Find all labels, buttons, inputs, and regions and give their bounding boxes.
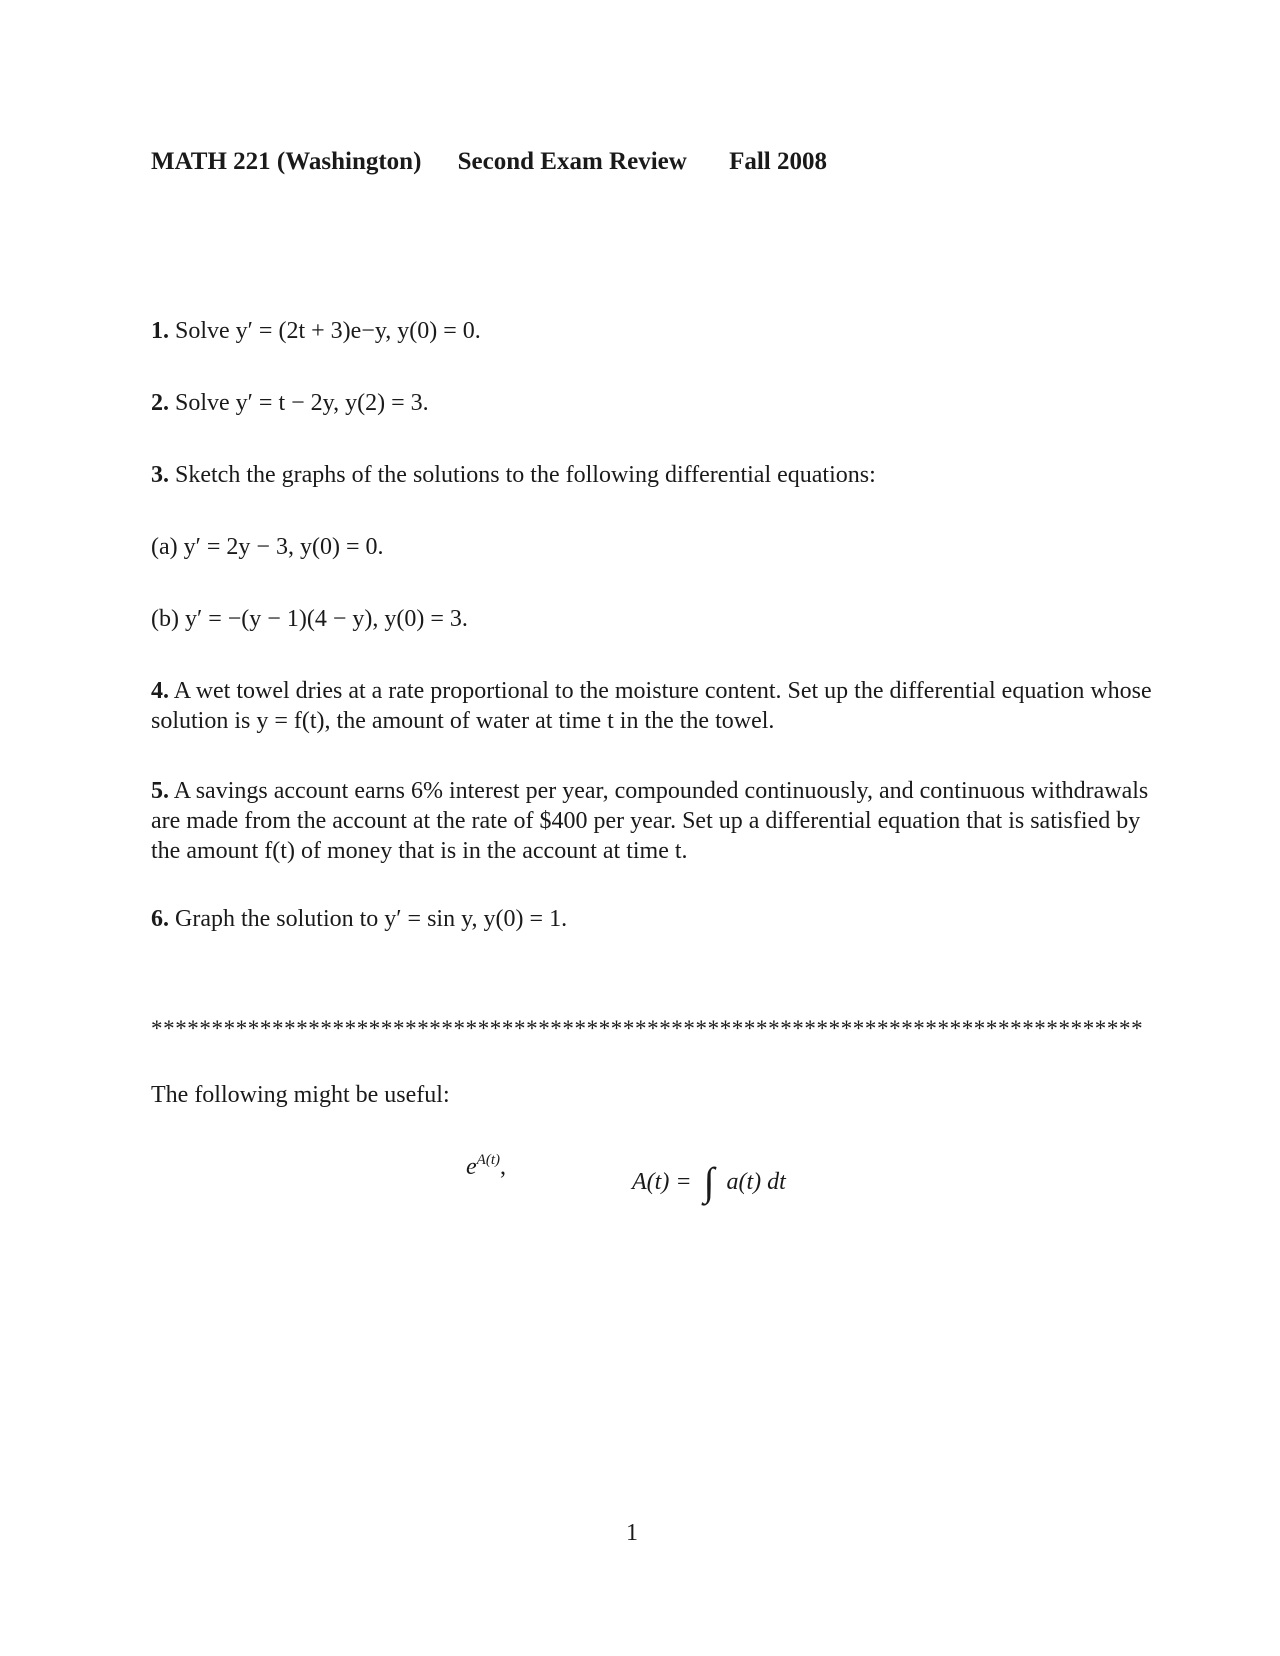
integral-formula [632, 1152, 786, 1204]
term: Fall 2008 [729, 148, 827, 175]
problem-5 [151, 776, 1161, 866]
integral-sign: ∫ [703, 1159, 715, 1204]
exp-suffix: , [499, 1154, 506, 1180]
problem-text: y′ = 2y − 3, y(0) = 0. [183, 534, 384, 560]
problem-4 [151, 676, 1161, 736]
problem-text: Graph the solution to y′ = sin y, y(0) = 1. [175, 906, 568, 932]
subpart-label: (a) [151, 534, 178, 560]
page-number: 1 [626, 1520, 638, 1546]
problem-1 [151, 316, 1161, 346]
integral-lhs: A(t) = [632, 1169, 692, 1195]
problem-number: 4. [151, 678, 169, 704]
problem-number: 3. [151, 462, 169, 488]
problem-number: 1. [151, 318, 169, 344]
exp-power: A(t) [476, 1152, 500, 1168]
problem-3b [151, 604, 1161, 634]
useful-label: The following might be useful: [151, 1082, 450, 1108]
problem-3a [151, 532, 1161, 562]
course-name: MATH 221 (Washington) [151, 148, 422, 175]
problem-2 [151, 388, 1161, 418]
problem-3 [151, 460, 1161, 490]
asterisk-separator: ********************************************************************************** [151, 1016, 1144, 1041]
problem-text: Sketch the graphs of the solutions to the following differential equations: [175, 462, 876, 488]
problem-text: y′ = −(y − 1)(4 − y), y(0) = 3. [184, 606, 468, 632]
problem-number: 2. [151, 390, 169, 416]
exp-base: e [466, 1154, 477, 1180]
problem-text: Solve y′ = t − 2y, y(2) = 3. [175, 390, 429, 416]
problem-6 [151, 904, 1161, 934]
page-header [151, 148, 827, 176]
problem-number: 6. [151, 906, 169, 932]
subpart-label: (b) [151, 606, 179, 632]
formula-block [0, 1138, 1280, 1204]
problem-text: A wet towel dries at a rate proportional to the moisture content. Set up the differential equation whose solution is y = f(t), the amount of water at time t in the the towel. [151, 678, 1152, 734]
problem-number: 5. [151, 778, 169, 804]
document-title: Second Exam Review [457, 148, 687, 175]
integral-rhs: a(t) dt [726, 1169, 786, 1195]
problem-text: A savings account earns 6% interest per year, compounded continuously, and continuous withdrawals are made from the account at the rate of $400 per year. Set up a differential equation that is satisfied by the amount f(t) of money that is in the account at time t. [151, 778, 1149, 864]
problem-text: Solve y′ = (2t + 3)e−y, y(0) = 0. [175, 318, 481, 344]
exponential-formula [466, 1152, 506, 1181]
